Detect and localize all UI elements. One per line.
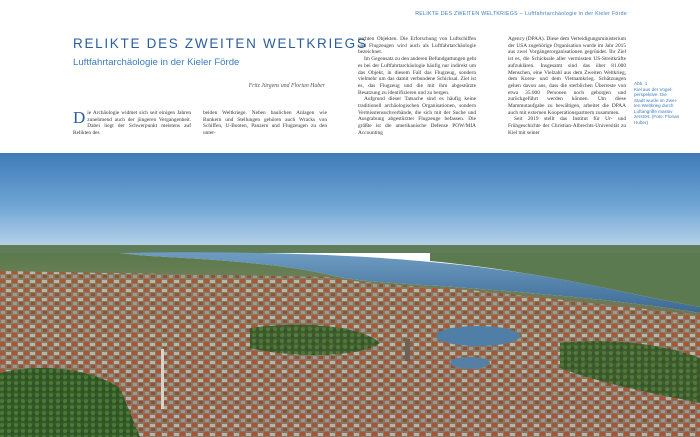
caption-line: zerstört. (Foto: Florian — [634, 114, 680, 119]
column-3-paragraph-2: Im Gegensatz zu den anderen Befundgattungen geht es bei der Luftfahrtarchäologie häufig nur indirekt um das Objekt, in diesem Fall das Flugzeug, sondern vielmehr um das damit verbundene Schicksal. Ziel ist es, das Flugzeug und die mit ihm abgestürzte Besatzung zu identifizieren und zu bergen. — [358, 56, 476, 96]
running-head-section: RELIKTE DES ZWEITEN WELTKRIEGS — [415, 11, 518, 17]
intro-paragraph — [73, 110, 191, 137]
column-3-paragraph-1: suchten Objekten. Die Erforschung von Luftschiffen und Flugzeugen wird auch als Luftfahrtarchäologie bezeichnet. — [358, 36, 476, 56]
column-4-paragraph-2: Seit 2019 stellt das Institut für Ur- und Frühgeschichte der Christian-Albrechts-Universität zu Kiel mit seiner — [508, 116, 626, 136]
article-subtitle: Luftfahrtarchäologie in der Kieler Förde — [73, 57, 240, 68]
distant-shore — [0, 245, 700, 253]
column-2-paragraph: beiden Weltkriege. Neben baulichen Anlagen wie Bunkern und Stellungen gehören auch Wracks von Schiffen, U-Booten, Panzern und Flugzeugen zu den unter- — [203, 110, 327, 137]
column-3-paragraph-3: Aufgrund dieser Tatsache sind es häufig keine traditionell archäologischen Organisationen, sondern Vermisstensuchverbände, die sich mit der Suche und Ausgrabung abgestürzter Flugzeuge befassen. Die größte ist die amerikanische Defense POW/MIA Accounting — [358, 96, 476, 136]
text-column-3 — [358, 36, 476, 144]
running-head — [415, 11, 627, 17]
article-title: RELIKTE DES ZWEITEN WELTKRIEGS — [73, 36, 368, 51]
chimney — [161, 349, 164, 409]
caption-line: ten Weltkrieg durch — [634, 103, 674, 108]
church-tower — [405, 339, 410, 361]
caption-line: Luftangriffe massiv — [634, 108, 673, 114]
running-head-separator: – — [519, 11, 524, 17]
aerial-city-photo — [0, 153, 700, 437]
text-column-2 — [203, 110, 327, 140]
figure-caption — [634, 81, 684, 125]
small-pond — [450, 357, 490, 369]
caption-line: Stadt wurde im Zwei- — [634, 97, 678, 103]
text-column-4 — [508, 36, 626, 144]
caption-line: Abb. 1 — [634, 81, 648, 86]
drop-cap: D — [73, 110, 86, 127]
intro-text: ie Archäologie widmet sich seit einigen Jahren zunehmend auch der jüngeren Vergangenheit. Dabei liegt der Schwerpunkt meistens auf Relikten des — [73, 110, 191, 137]
sky — [0, 153, 700, 248]
caption-line: Kiel aus der Vogel- — [634, 86, 673, 92]
article-authors: Fritz Jürgens und Florian Huber — [248, 83, 325, 89]
caption-line: Huber) — [634, 119, 649, 125]
caption-line: perspektive. Die — [634, 92, 667, 97]
running-head-subtitle: Luftfahrtarchäologie in der Kieler Förde — [525, 11, 627, 17]
column-4-paragraph-1: Agency (DPAA). Diese dem Verteidigungsministerium der USA zugehörige Organisation wurde im Jahr 2015 aus zwei Vorgängerorganisationen gegründet. Ihr Ziel ist es, die Schicksale aller vermissten US-Streitkräfte aufzuklären. Insgesamt sind das über 81.000 Menschen, eine Vielzahl aus dem Zweiten Weltkrieg, dem Korea- und dem Vietnamkrieg. Schätzungen gehen davon aus, dass die sterblichen Überreste von etwa 35.000 Personen noch geborgen und zurückgeführt werden können. Um diese Mammutaufgabe zu bewältigen, arbeitet die DPAA auch mit externen Kooperationspartnern zusammen. — [508, 36, 626, 116]
inner-lake — [436, 326, 520, 346]
text-column-1 — [73, 110, 191, 140]
